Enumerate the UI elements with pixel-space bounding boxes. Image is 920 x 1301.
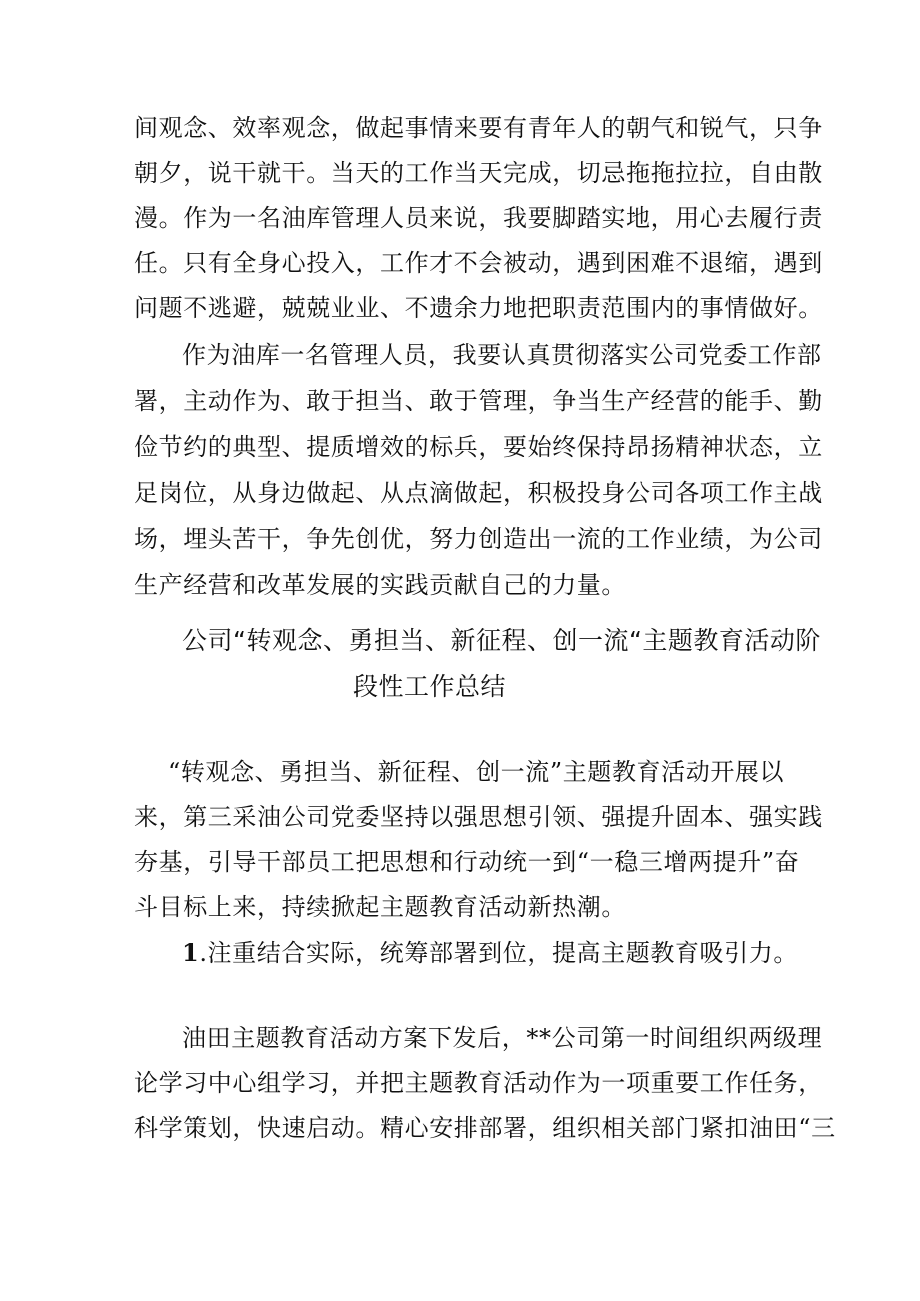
para3-line-3: 夯基，引导干部员工把思想和行动统一到“一稳三增两提升”奋 [134, 848, 800, 876]
para2-line-3: 俭节约的典型、提质增效的标兵，要始终保持昂扬精神状态，立 [134, 433, 823, 461]
numbered-heading-1 [182, 937, 842, 969]
para2-line-4: 足岗位，从身边做起、从点滴做起，积极投身公司各项工作主战 [134, 479, 823, 507]
para4-line-2: 论学习中心组学习，并把主题教育活动作为一项重要工作任务， [134, 1069, 823, 1097]
para1-line-3: 漫。作为一名油库管理人员来说，我要脚踏实地，用心去履行责 [134, 204, 823, 232]
para1-line-5: 问题不逃避，兢兢业业、不遗余力地把职责范围内的事情做好。 [134, 294, 823, 322]
para3-line-1: “转观念、勇担当、新征程、创一流”主题教育活动开展以 [168, 758, 785, 786]
heading-number: 1 [182, 938, 200, 967]
heading-text: .注重结合实际，统筹部署到位，提高主题教育吸引力。 [199, 939, 798, 967]
para3-line-2: 来，第三采油公司党委坚持以强思想引领、强提升固本、强实践 [134, 803, 823, 831]
para4-line-3: 科学策划，快速启动。精心安排部署，组织相关部门紧扣油田“三 [134, 1114, 836, 1142]
para2-line-2: 署，主动作为、敢于担当、敢于管理，争当生产经营的能手、勤 [134, 387, 823, 415]
para3-line-4: 斗目标上来，持续掀起主题教育活动新热潮。 [134, 893, 626, 921]
para4-line-1: 油田主题教育活动方案下发后，**公司第一时间组织两级理 [182, 1024, 823, 1052]
para2-line-1: 作为油库一名管理人员，我要认真贯彻落实公司党委工作部 [182, 341, 822, 369]
section-title-line-2: 段性工作总结 [353, 672, 507, 701]
para1-line-1: 间观念、效率观念，做起事情来要有青年人的朝气和锐气，只争 [134, 114, 823, 142]
para1-line-2: 朝夕，说干就干。当天的工作当天完成，切忌拖拖拉拉，自由散 [134, 159, 823, 187]
para2-line-5: 场，埋头苦干，争先创优，努力创造出一流的工作业绩，为公司 [134, 525, 823, 553]
para2-line-6: 生产经营和改革发展的实践贡献自己的力量。 [134, 571, 626, 599]
section-title-line-1: 公司“转观念、勇担当、新征程、创一流“主题教育活动阶 [182, 626, 821, 655]
para1-line-4: 任。只有全身心投入，工作才不会被动，遇到困难不退缩，遇到 [134, 249, 823, 277]
